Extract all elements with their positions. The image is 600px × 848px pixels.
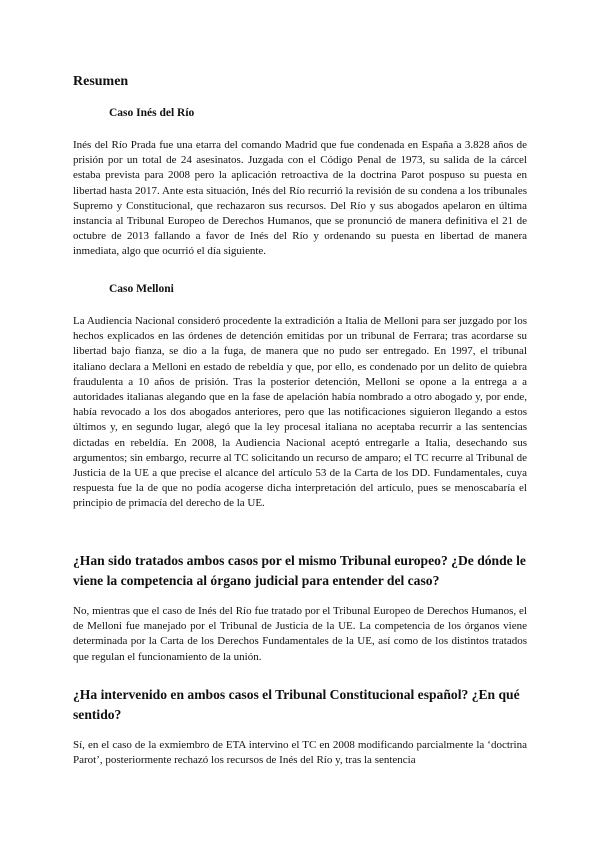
answer-text-2: Sí, en el caso de la exmiembro de ETA intervino el TC en 2008 modificando parcialmente la ‘doctrina Parot’, posteriormente rechazó los recursos de Inés del Río y, tras la sentencia [73,739,527,767]
section-heading-melloni: Caso Melloni [109,283,174,295]
answer-text-1: No, mientras que el caso de Inés del Río fue tratado por el Tribunal Europeo de Derechos Humanos, el de Melloni fue manejado por el Tribunal de Justicia de la UE. La competencia de los órganos viene determinada por la Carta de los Derechos Fundamentales de la UE, así como de los distintos tratados que regulan el funcionamiento de la unión. [73,605,527,663]
question-heading-2: ¿Ha intervenido en ambos casos el Tribunal Constitucional español? ¿En qué sentido? [73,687,520,722]
document-title: Resumen [73,74,129,89]
section-text-melloni: La Audiencia Nacional consideró procedente la extradición a Italia de Melloni para ser juzgado por los hechos explicados en las órdenes de detención emitidas por un tribunal de Ferrara; tras acordarse su libertad bajo fianza, se dio a la fuga, de manera que no pudo ser entregado. En 1997, el tribunal italiano declara a Melloni en estado de rebeldía y que, por ello, es condenado por un delito de quiebra fraudulenta a 10 años de prisión. Tras la posterior detención, Melloni se opone a la entrega a a autoridades italianas alegando que en la fase de apelación había nombrado a otro abogado y, por ende, había revocado a los dos abogados anteriores, pero que las notificaciones siguieron llegando a estos últimos y, en segundo lugar, alegó que la ley procesal italiana no aceptaba recurrir a las sentencias dictadas en rebeldía. En 2008, la Audiencia Nacional aceptó entregarle a Italia, desechando sus argumentos; sin embargo, recurre al TC solicitando un recurso de amparo; el TC recurre al Tribunal de Justicia de la UE a que precise el alcance del artículo 53 de la Carta de los DD. Fundamentales, cuya respuesta fue la de que no podía acogerse dicha interpretación del artículo, pues se menoscabaría el principio de primacía del derecho de la UE. [73,315,527,510]
section-text-ines-del-rio: Inés del Río Prada fue una etarra del comando Madrid que fue condenada en España a 3.828 años de prisión por un total de 24 asesinatos. Juzgada con el Código Penal de 1973, su salida de la cárcel estaba prevista para 2008 pero la aplicación retroactiva de la doctrina Parot pospuso su puesta en libertad hasta 2017. Ante esta situación, Inés del Río recurrió la revisión de su condena a los tribunales Supremo y Constitucional, que rechazaron sus recursos. Del Río y sus abogados apelaron en última instancia al Tribunal Europeo de Derechos Humanos, que se pronunció de manera definitiva el 21 de octubre de 2013 fallando a favor de Inés del Río y ordenando su puesta en libertad de manera inmediata, algo que ocurrió el día siguiente. [73,139,527,258]
section-heading-ines-del-rio: Caso Inés del Río [109,107,195,119]
question-heading-1: ¿Han sido tratados ambos casos por el mismo Tribunal europeo? ¿De dónde le viene la competencia al órgano judicial para entender del caso? [73,553,526,588]
